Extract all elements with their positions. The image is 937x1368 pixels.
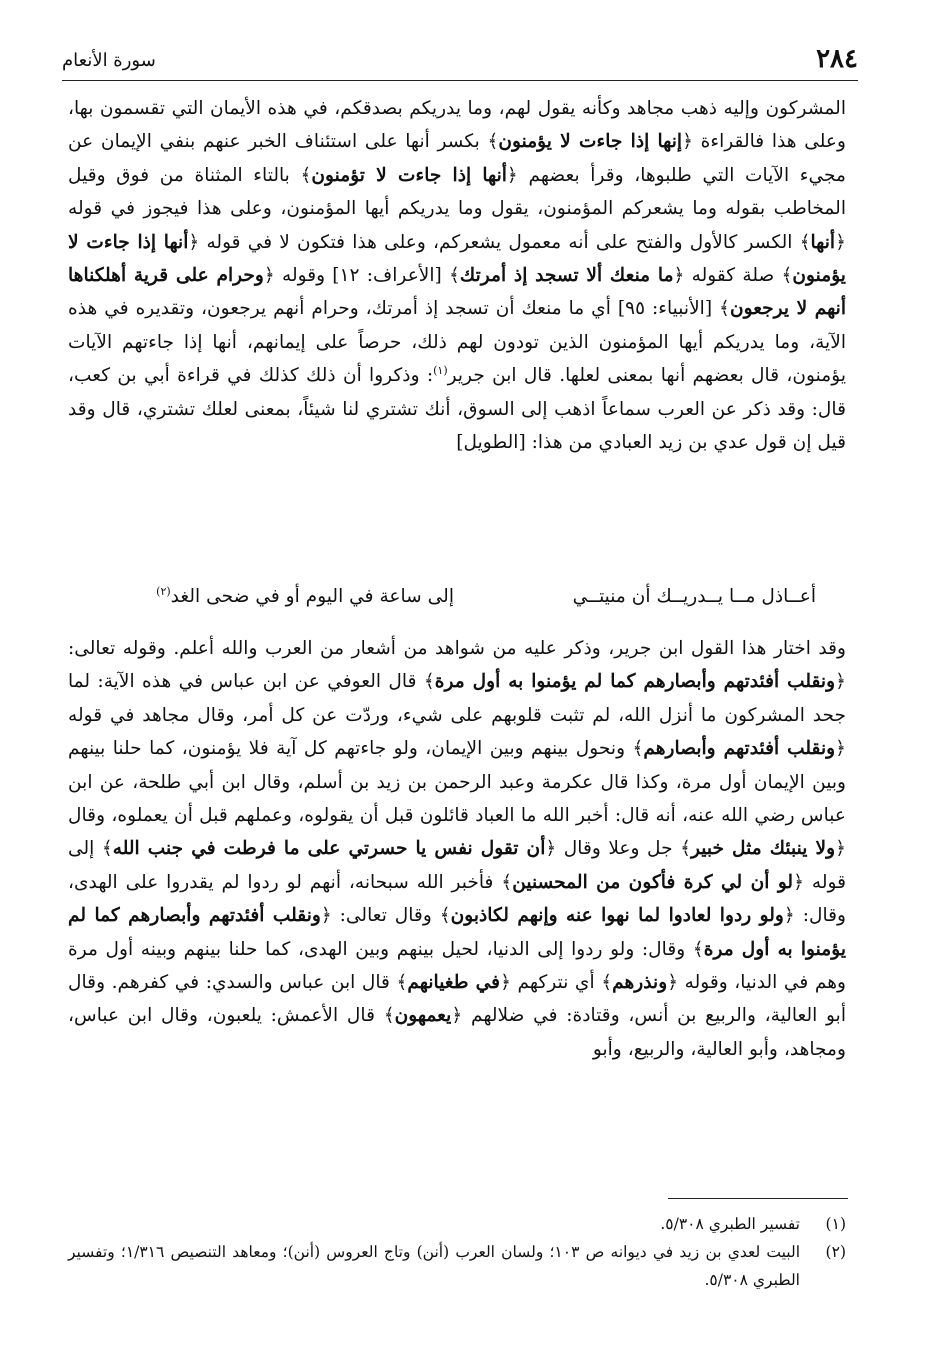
quran-bracket-open: ﴿ [673,265,685,287]
quran-quote: لو أن لي كرة فأكون من المحسنين [512,871,794,893]
quran-bracket-close: ﴾ [692,938,704,960]
text-run: جل وعلا وقال [556,838,681,860]
quran-bracket-close: ﴾ [799,231,811,253]
quran-bracket-close: ﴾ [680,838,691,860]
quran-quote: أنها إذا جاءت لا يؤمنون [68,231,846,287]
quran-bracket-open: ﴿ [500,972,511,994]
quran-bracket-open: ﴿ [545,838,557,860]
surah-name: سورة الأنعام [62,50,156,71]
quran-bracket-open: ﴿ [793,871,805,893]
quran-bracket-close: ﴾ [101,838,113,860]
quran-bracket-open: ﴿ [320,905,332,927]
quran-quote: ونذرهم [612,972,668,994]
text-run: الكسر كالأول والفتح على أنه معمول يشعركم، وعلى هذا فتكون لا في قوله [199,231,800,253]
footnote-text: البيت لعدي بن زيد في ديوانه ص ١٠٣؛ ولسان العرب (أنن) وتاج العروس (أنن)؛ ومعاهد التنصيص ١/٣١٦؛ وتفسير الطبري ٥/٣٠٨. [68,1243,800,1289]
quran-quote: ولا ينبئك مثل خبير [691,838,836,860]
footnote-marker-2: (٢) [156,584,171,598]
quran-quote: في طغيانهم [407,972,501,994]
quran-bracket-open: ﴿ [667,972,679,994]
verse-second-text: إلى ساعة في اليوم أو في ضحى الغد [170,586,454,607]
text-run: ونحول بينهم وبين الإيمان، ولو جاءتهم كل آية فلا يؤمنون، كما حلنا بينهم وبين الإيمان أول مرة، وكذا قال عكرمة وعبد الرحمن بن زيد بن أسلم، وقال ابن أبي طلحة، عن ابن عباس رضي الله عنه، أنه قال: أخبر الله ما العباد قائلون قبل أن يقولوه، وعملهم قبل أن يعملوه، وقال [68,738,846,827]
quran-bracket-close: ﴾ [439,905,451,927]
quran-bracket-open: ﴿ [835,671,846,693]
text-run: إلى قوله [68,838,846,893]
text-run: قال ابن عباس والسدي: في كفرهم. وقال أبو العالية، والربيع بن أنس، وقتادة: في ضلالهم [68,972,846,1027]
footnote-number: (٢) [825,1243,846,1261]
footnote-divider [668,1198,848,1199]
text-run: بالتاء المثناة من فوق وقيل المخاطب بقوله وما يشعركم المؤمنون، يقول وما يدريكم أيها المؤمنون، وعلى هذا فيجوز في قوله [68,164,846,220]
quran-bracket-open: ﴿ [682,131,693,153]
quran-bracket-close: ﴾ [383,1005,395,1027]
footnote-text: تفسير الطبري ٥/٣٠٨. [660,1215,800,1233]
quran-bracket-close: ﴾ [487,131,499,153]
main-text-paragraph-1 [68,92,846,459]
quran-quote: إنها إذا جاءت لا يؤمنون [498,131,683,153]
text-run: [الأنبياء: ٩٥] أي ما منعك أن تسجد إذ أمرتك، وحرام أنهم يرجعون، وتقديره في هذه الآية، وما يدريكم أيها المؤمنون الذين تودون لهم ذلك، حرصاً على إيمانهم، أنها إذا جاءتهم الآيات يؤمنون، قال بعضهم أنها بمعنى لعلها. قال ابن جرير [68,298,847,387]
quran-bracket-close: ﴾ [396,972,408,994]
footnote-2 [68,1238,846,1294]
quran-quote: ونقلب أفئدتهم وأبصارهم [643,738,836,760]
text-run: المشركون وإليه ذهب مجاهد وكأنه يقول لهم، وما يدريكم بصدقكم، في هذه الأيمان التي تقسمون بها، وعلى هذا فالقراءة [68,98,846,153]
quran-bracket-close: ﴾ [300,164,312,186]
quran-quote: ونقلب أفئدتهم وأبصارهم كما لم يؤمنوا به أول مرة [434,671,836,693]
text-run: وقال: ولو ردوا إلى الدنيا، لحيل بينهم وبين الهدى، كما حلنا بينهم وبينه أول مرة وهم في الدنيا، وقوله [68,938,846,994]
page-header [62,40,858,81]
quran-bracket-open: ﴿ [188,231,200,253]
quran-bracket-open: ﴿ [835,738,847,760]
verse-first-hemistich: أعــاذل مــا يــدريــك أن منيتــي [572,586,816,607]
quran-quote: أن تقول نفس يا حسرتي على ما فرطت في جنب الله [112,838,546,860]
text-run: : وذكروا أن ذلك كذلك في قراءة أبي بن كعب، قال: وقد ذكر عن العرب سماعاً اذهب إلى السوق، أنك تشتري لنا شيئاً، بمعنى لعلك تشتري، قال وقد قيل إن قول عدي بن زيد العبادي من هذا: [الطويل] [68,365,846,454]
text-run: قال العوفي عن ابن عباس في هذه الآية: لما جحد المشركون ما أنزل الله، لم تثبت قلوبهم على شيء، وردّت عن كل أمر، وقال مجاهد في قوله [68,671,846,726]
text-run: أي نتركهم [510,972,602,994]
quran-bracket-open: ﴿ [263,265,275,287]
quran-bracket-close: ﴾ [449,265,460,287]
quran-bracket-open: ﴿ [506,164,518,186]
text-run: بكسر أنها على استئناف الخبر عنهم بنفي الإيمان عن مجيء الآيات التي طلبوها، وقرأ بعضهم [68,131,846,186]
quran-bracket-close: ﴾ [501,871,513,893]
quran-quote: ما منعك ألا تسجد إذ أمرتك [459,265,674,287]
quran-quote: ونقلب أفئدتهم وأبصارهم كما لم يؤمنوا به أول مرة [68,905,846,960]
quran-bracket-open: ﴿ [835,838,846,860]
footnote-1 [68,1210,846,1238]
quran-bracket-open: ﴿ [451,1005,463,1027]
footnote-marker-1: (١) [433,364,448,378]
text-run: صلة كقوله [684,265,782,287]
footnotes [68,1210,846,1294]
text-run: وقد اختار هذا القول ابن جرير، وذكر عليه من شواهد من أشعار من العرب والله أعلم. وقوله تعالى: [68,638,846,659]
quran-bracket-close: ﴾ [423,671,435,693]
text-run: فأخبر الله سبحانه، أنهم لو ردوا لم يقدروا على الهدى، وقال: [68,871,846,927]
quran-quote: أنها إذا جاءت لا تؤمنون [311,164,507,186]
verse-second-hemistich [156,586,454,607]
footnote-number: (١) [825,1215,846,1233]
quran-bracket-open: ﴿ [835,231,846,253]
poetry-verse [68,580,846,616]
quran-quote: ولو ردوا لعادوا لما نهوا عنه وإنهم لكاذبون [450,905,784,927]
quran-quote: يعمهون [394,1005,452,1027]
text-run: قال الأعمش: يلعبون، وقال ابن عباس، ومجاهد، وأبو العالية، والربيع، وأبو [68,1005,846,1060]
quran-bracket-close: ﴾ [632,738,644,760]
text-run: وقال تعالى: [331,905,440,927]
quran-bracket-close: ﴾ [601,972,613,994]
quran-quote: أنها [810,231,836,253]
quran-bracket-close: ﴾ [781,265,793,287]
text-run: [الأعراف: ١٢] وقوله [274,265,450,287]
quran-bracket-close: ﴾ [719,298,730,320]
main-text-paragraph-2 [68,632,846,1066]
quran-bracket-open: ﴿ [783,905,795,927]
page-number: ٢٨٤ [816,44,858,74]
quran-quote: وحرام على قرية أهلكناها أنهم لا يرجعون [68,265,847,320]
